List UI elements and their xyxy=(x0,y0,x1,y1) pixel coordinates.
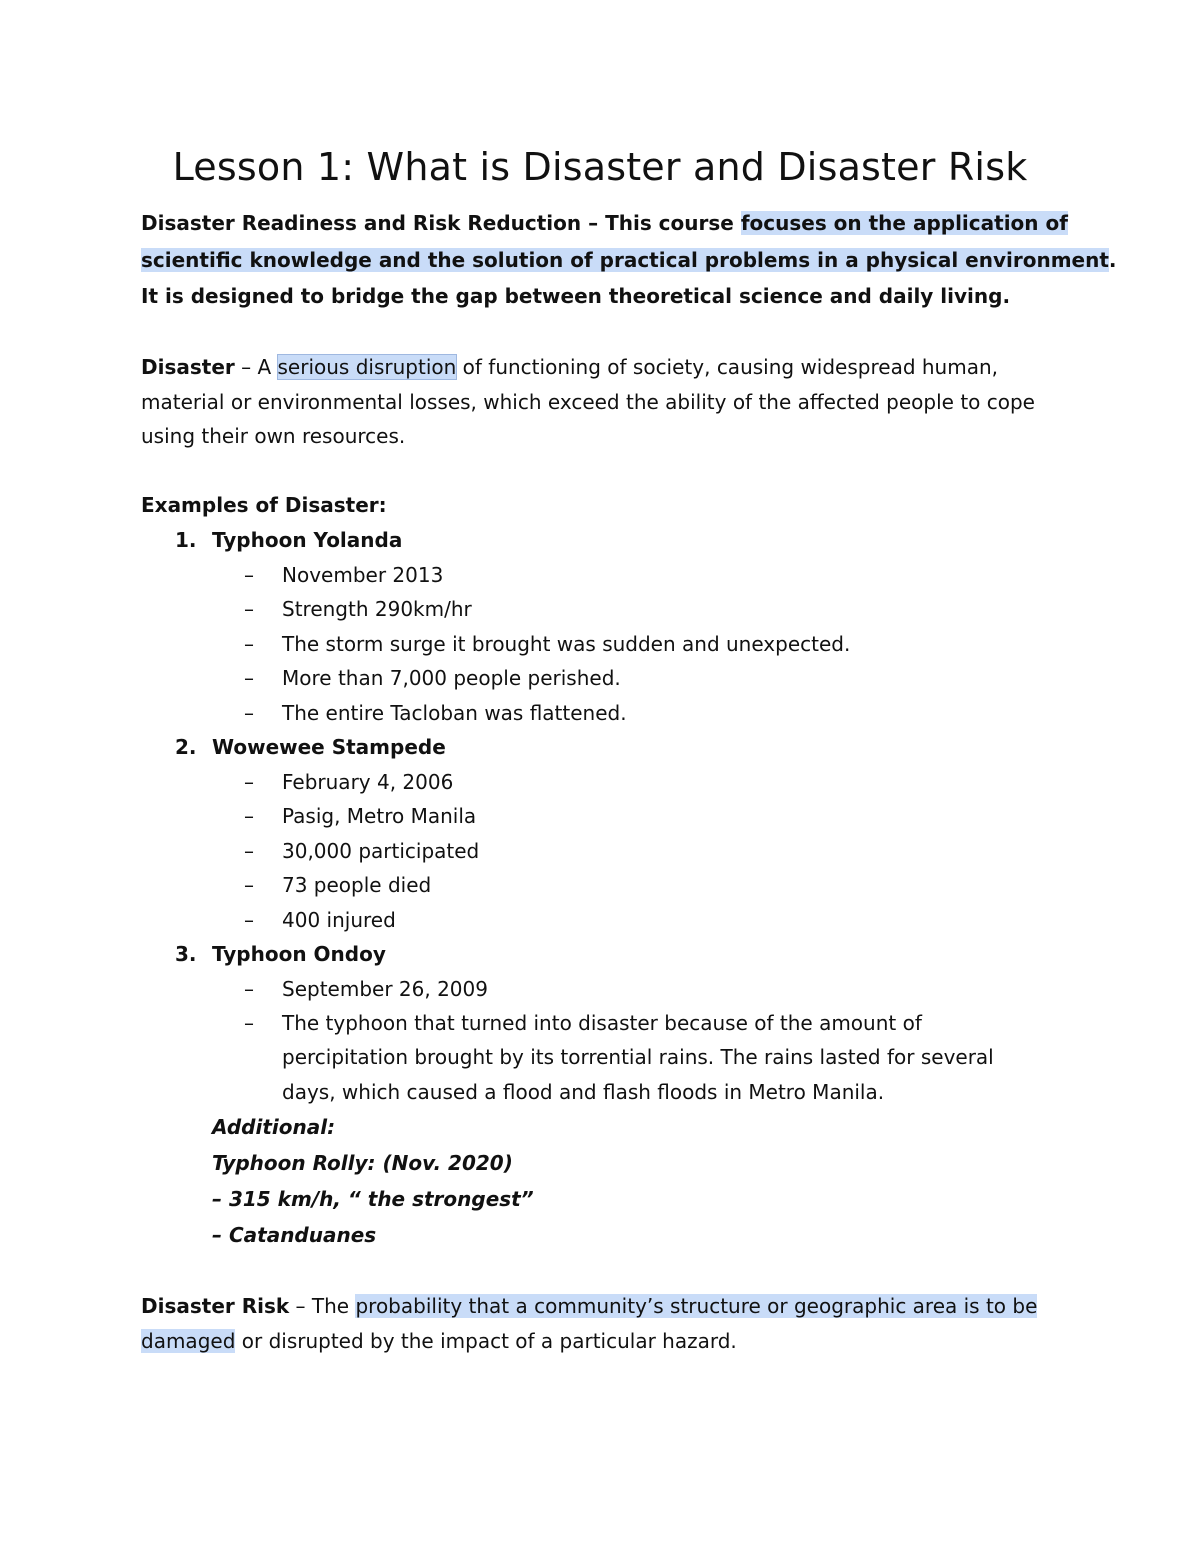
item-1-number: 1. xyxy=(175,528,197,552)
dash: – xyxy=(244,908,254,932)
page-title: Lesson 1: What is Disaster and Disaster Risk xyxy=(172,145,1028,189)
drrr-pre: This course xyxy=(605,211,741,235)
item-3-name: Typhoon Ondoy xyxy=(212,942,386,966)
risk-line-1 xyxy=(141,1294,1037,1318)
disaster-pre: – A xyxy=(234,355,278,379)
list-item-continuation: percipitation brought by its torrential rains. The rains lasted for several xyxy=(282,1045,994,1069)
dash: – xyxy=(244,701,254,725)
disaster-term: Disaster xyxy=(141,355,235,379)
dash: – xyxy=(244,839,254,863)
list-item: 30,000 participated xyxy=(282,839,480,863)
dash: – xyxy=(244,632,254,656)
disaster-post: of functioning of society, causing widespread human, xyxy=(456,355,998,379)
examples-heading: Examples of Disaster: xyxy=(141,493,387,517)
disaster-line-1 xyxy=(141,355,998,379)
drrr-line-2 xyxy=(141,248,1117,272)
list-item-continuation: days, which caused a flood and flash floods in Metro Manila. xyxy=(282,1080,885,1104)
dash: – xyxy=(244,597,254,621)
dash: – xyxy=(244,563,254,587)
drrr-highlight-2: scientific knowledge and the solution of practical problems in a physical environment xyxy=(141,248,1109,272)
list-item: 73 people died xyxy=(282,873,432,897)
list-item: More than 7,000 people perished. xyxy=(282,666,621,690)
list-item: November 2013 xyxy=(282,563,444,587)
drrr-highlight-1: focuses on the application of xyxy=(740,211,1068,235)
additional-line-3: – Catanduanes xyxy=(212,1223,377,1247)
list-item: The storm surge it brought was sudden and unexpected. xyxy=(282,632,851,656)
drrr-sep: – xyxy=(581,211,606,235)
dash: – xyxy=(244,1011,254,1035)
list-item: 400 injured xyxy=(282,908,396,932)
item-3-number: 3. xyxy=(175,942,197,966)
item-1-name: Typhoon Yolanda xyxy=(212,528,403,552)
disaster-highlight: serious disruption xyxy=(277,355,457,379)
list-item: The typhoon that turned into disaster because of the amount of xyxy=(282,1011,922,1035)
item-2-number: 2. xyxy=(175,735,197,759)
risk-post: or disrupted by the impact of a particular hazard. xyxy=(235,1329,737,1353)
additional-line-1: Typhoon Rolly: (Nov. 2020) xyxy=(212,1151,513,1175)
drrr-post: . xyxy=(1108,248,1117,272)
additional-label: Additional: xyxy=(212,1115,336,1139)
dash: – xyxy=(244,873,254,897)
risk-pre: – The xyxy=(289,1294,356,1318)
list-item: The entire Tacloban was flattened. xyxy=(282,701,627,725)
additional-line-2: – 315 km/h, “ the strongest” xyxy=(212,1187,534,1211)
disaster-line-3: using their own resources. xyxy=(141,424,406,448)
drrr-term: Disaster Readiness and Risk Reduction xyxy=(141,211,582,235)
drrr-line-3: It is designed to bridge the gap between theoretical science and daily living. xyxy=(141,284,1011,308)
disaster-line-2: material or environmental losses, which exceed the ability of the affected people to cope xyxy=(141,390,1035,414)
risk-highlight-2: damaged xyxy=(141,1329,236,1353)
list-item: September 26, 2009 xyxy=(282,977,488,1001)
drrr-line-1 xyxy=(141,211,1068,235)
risk-line-2 xyxy=(141,1329,737,1353)
risk-highlight-1: probability that a community’s structure or geographic area is to be xyxy=(355,1294,1038,1318)
dash: – xyxy=(244,977,254,1001)
list-item: Strength 290km/hr xyxy=(282,597,472,621)
list-item: Pasig, Metro Manila xyxy=(282,804,477,828)
dash: – xyxy=(244,804,254,828)
dash: – xyxy=(244,666,254,690)
item-2-name: Wowewee Stampede xyxy=(212,735,446,759)
list-item: February 4, 2006 xyxy=(282,770,454,794)
risk-term: Disaster Risk xyxy=(141,1294,290,1318)
dash: – xyxy=(244,770,254,794)
